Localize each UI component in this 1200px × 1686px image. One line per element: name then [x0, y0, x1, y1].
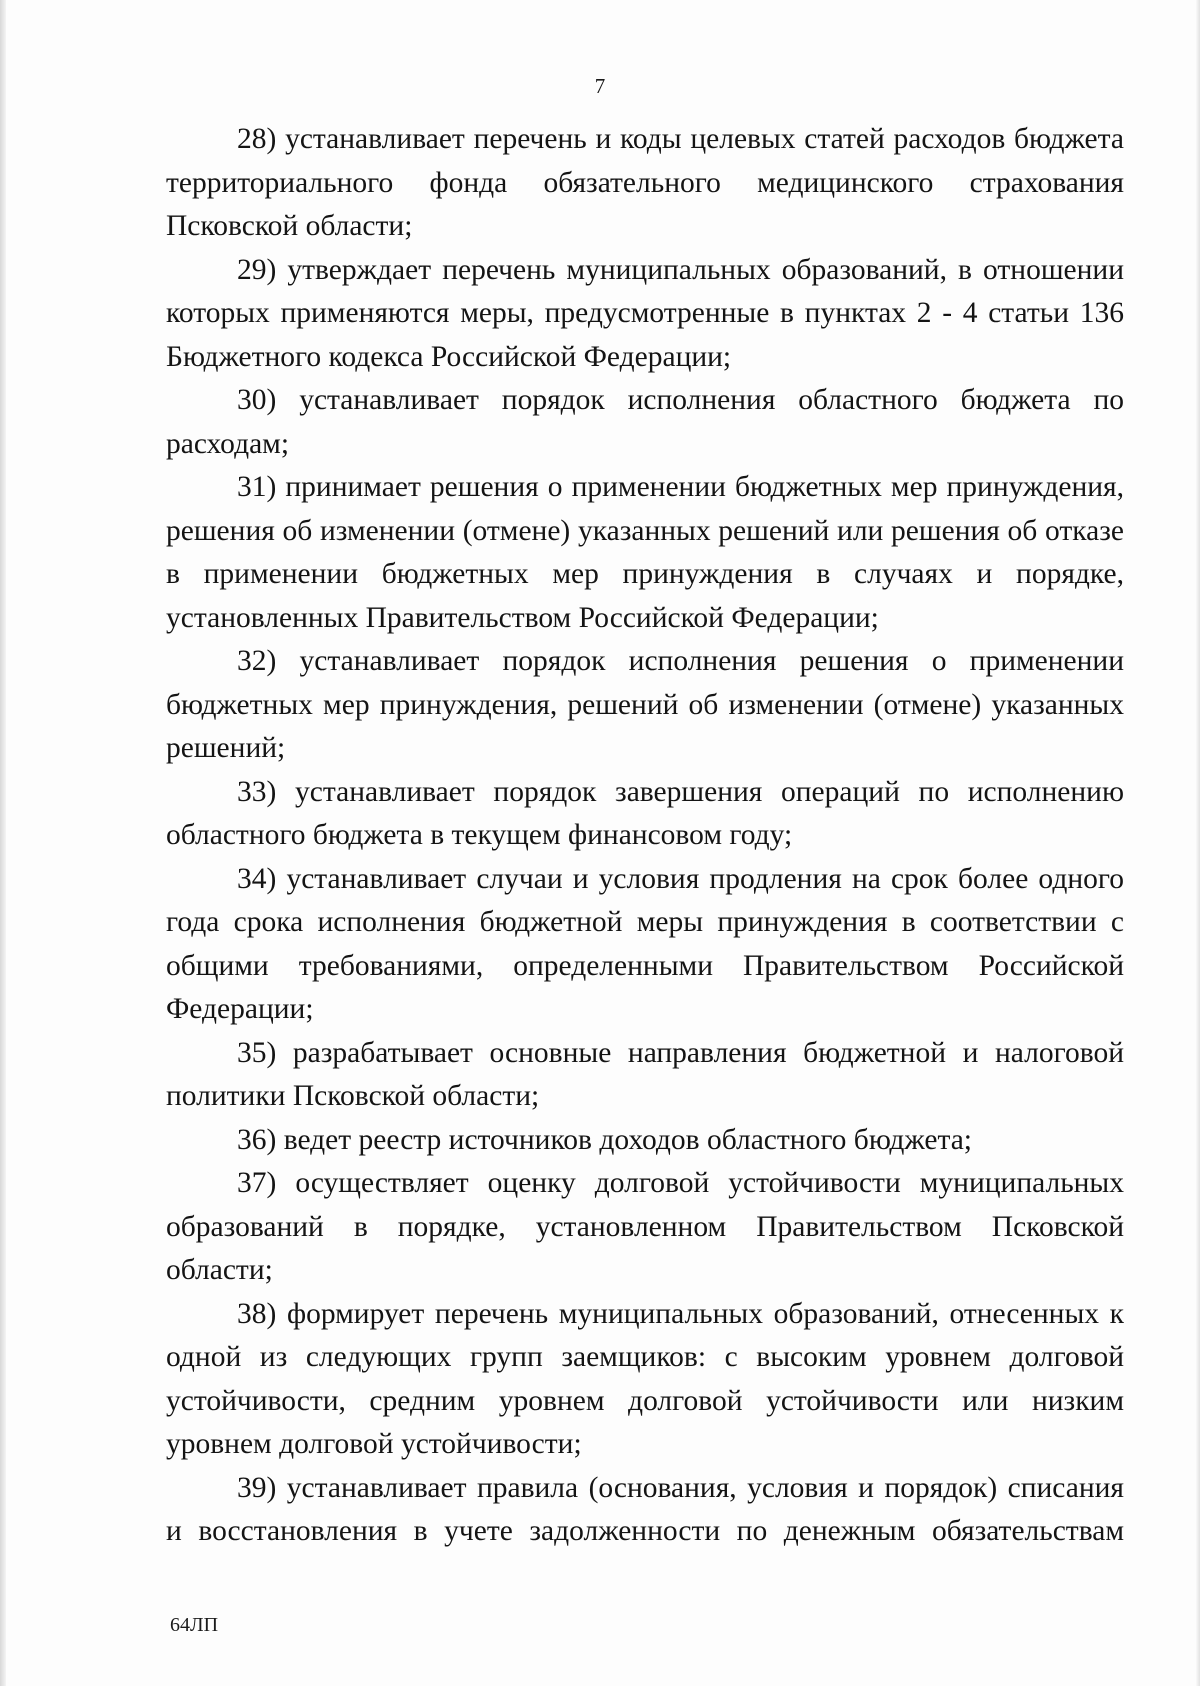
document-code: 64ЛП	[170, 1614, 219, 1636]
paragraph-item-37: 37) осуществляет оценку долговой устойчивости муниципальных образований в порядке, установленном Правительством Псковской области;	[166, 1167, 1124, 1286]
scan-edge-left	[0, 0, 6, 1686]
paragraph-item-31: 31) принимает решения о применении бюджетных мер принуждения, решения об изменении (отмене) указанных решений или решения об отказе в применении бюджетных мер принуждения в случаях и порядке, установленных Правительством Российской Федерации;	[166, 471, 1124, 634]
page-number: 7	[594, 74, 606, 98]
paragraph-item-33: 33) устанавливает порядок завершения операций по исполнению областного бюджета в текущем финансовом году;	[166, 775, 1124, 851]
paragraph-item-35: 35) разрабатывает основные направления бюджетной и налоговой политики Псковской области;	[166, 1036, 1124, 1112]
paragraph-item-30: 30) устанавливает порядок исполнения областного бюджета по расходам;	[166, 384, 1124, 460]
paragraph-item-36: 36) ведет реестр источников доходов областного бюджета;	[237, 1123, 972, 1156]
document-body	[166, 118, 1124, 1554]
paragraph-item-28: 28) устанавливает перечень и коды целевых статей расходов бюджета территориального фонда обязательного медицинского страхования Псковской области;	[166, 123, 1124, 242]
paragraph-item-38: 38) формирует перечень муниципальных образований, отнесенных к одной из следующих групп заемщиков: с высоким уровнем долговой устойчивости, средним уровнем долговой устойчивости или низким уровнем долговой устойчивости;	[166, 1297, 1124, 1460]
paragraph-item-29: 29) утверждает перечень муниципальных образований, в отношении которых применяются меры, предусмотренные в пунктах 2 - 4 статьи 136 Бюджетного кодекса Российской Федерации;	[166, 253, 1124, 373]
paragraph-item-34: 34) устанавливает случаи и условия продления на срок более одного года срока исполнения бюджетной меры принуждения в соответствии с общими требованиями, определенными Правительством Российской Федерации;	[166, 862, 1124, 1025]
paragraph-item-32: 32) устанавливает порядок исполнения решения о применении бюджетных мер принуждения, решений об изменении (отмене) указанных решений;	[166, 645, 1124, 764]
paragraph-item-39: 39) устанавливает правила (основания, условия и порядок) списания и восстановления в учете задолженности по денежным обязательствам	[166, 1471, 1124, 1547]
scan-edge-right	[1196, 0, 1200, 1686]
